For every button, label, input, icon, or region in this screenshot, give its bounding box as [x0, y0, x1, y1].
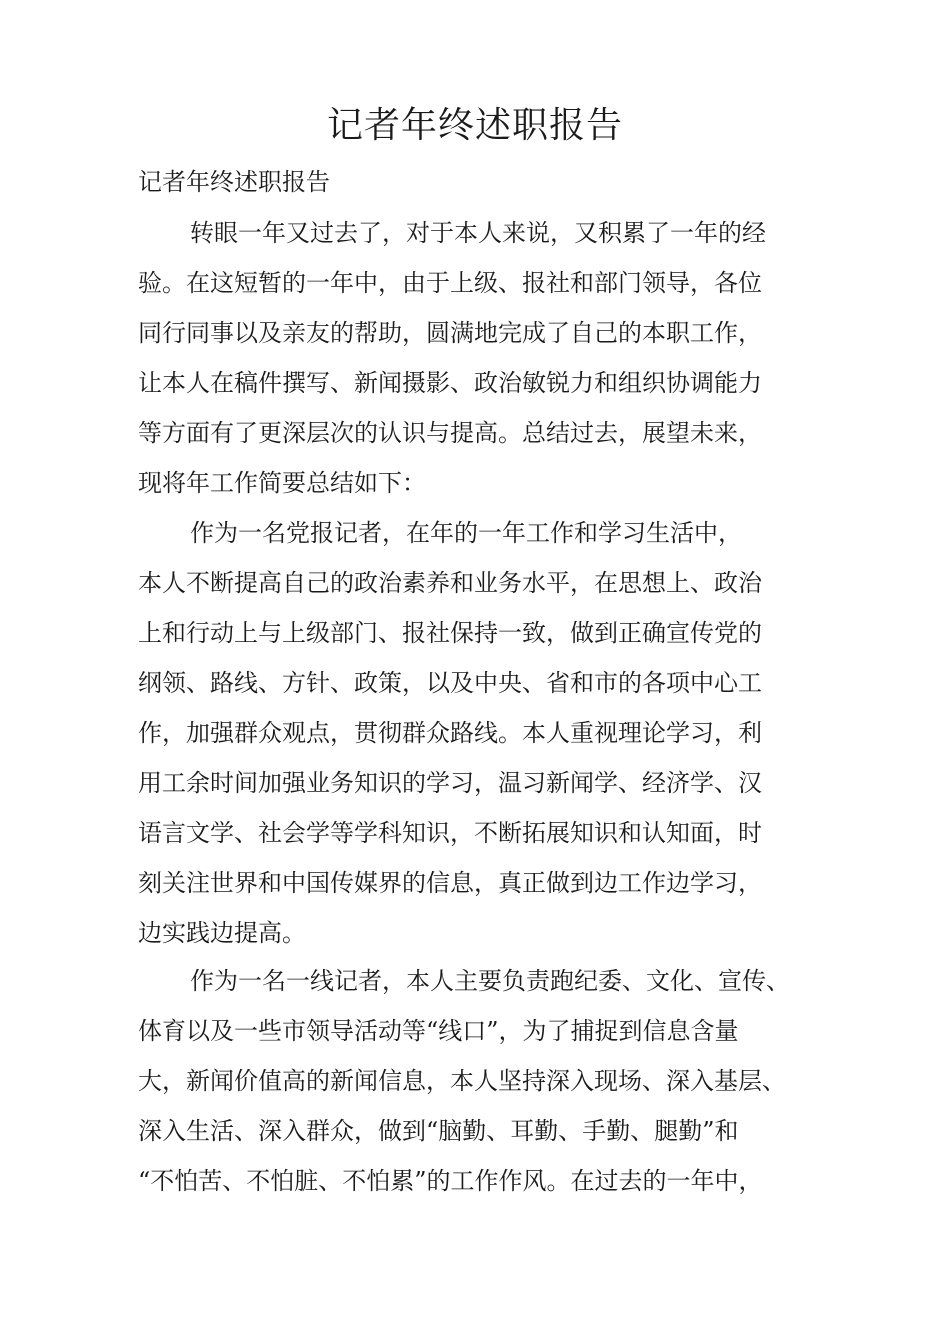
paragraph-3: [138, 956, 828, 1206]
paragraph-line: 大，新闻价值高的新闻信息，本人坚持深入现场、深入基层、: [138, 1067, 786, 1095]
paragraph-line: 深入生活、深入群众，做到“脑勤、耳勤、手勤、腿勤”和: [138, 1117, 739, 1145]
paragraph-1: [138, 208, 828, 508]
paragraph-line: 刻关注世界和中国传媒界的信息，真正做到边工作边学习，: [138, 869, 762, 897]
document-title: 记者年终述职报告: [326, 105, 623, 146]
paragraph-line: 现将年工作简要总结如下：: [138, 469, 426, 497]
paragraph-line: 纲领、路线、方针、政策，以及中央、省和市的各项中心工: [138, 669, 762, 697]
paragraph-line: “不怕苦、不怕脏、不怕累”的工作作风。在过去的一年中，: [138, 1167, 763, 1195]
paragraph-2: [138, 508, 828, 958]
paragraph-line: 语言文学、社会学等学科知识，不断拓展知识和认知面，时: [138, 819, 762, 847]
paragraph-line: 作，加强群众观点，贯彻群众路线。本人重视理论学习，利: [138, 719, 762, 747]
paragraph-line: 同行同事以及亲友的帮助，圆满地完成了自己的本职工作，: [138, 319, 762, 347]
paragraph-line: 让本人在稿件撰写、新闻摄影、政治敏锐力和组织协调能力: [138, 369, 762, 397]
document-subtitle: 记者年终述职报告: [138, 168, 330, 196]
paragraph-line: 本人不断提高自己的政治素养和业务水平，在思想上、政治: [138, 569, 762, 597]
paragraph-line: 上和行动上与上级部门、报社保持一致，做到正确宣传党的: [138, 619, 762, 647]
paragraph-line: 验。在这短暂的一年中，由于上级、报社和部门领导，各位: [138, 269, 762, 297]
paragraph-line: 作为一名党报记者，在年的一年工作和学习生活中，: [190, 519, 742, 547]
paragraph-line: 边实践边提高。: [138, 919, 306, 947]
paragraph-line: 转眼一年又过去了，对于本人来说，又积累了一年的经: [190, 219, 766, 247]
paragraph-line: 等方面有了更深层次的认识与提高。总结过去，展望未来，: [138, 419, 762, 447]
paragraph-line: 用工余时间加强业务知识的学习，温习新闻学、经济学、汉: [138, 769, 762, 797]
paragraph-line: 作为一名一线记者，本人主要负责跑纪委、文化、宣传、: [190, 967, 790, 995]
paragraph-line: 体育以及一些市领导活动等“线口”，为了捕捉到信息含量: [138, 1017, 739, 1045]
